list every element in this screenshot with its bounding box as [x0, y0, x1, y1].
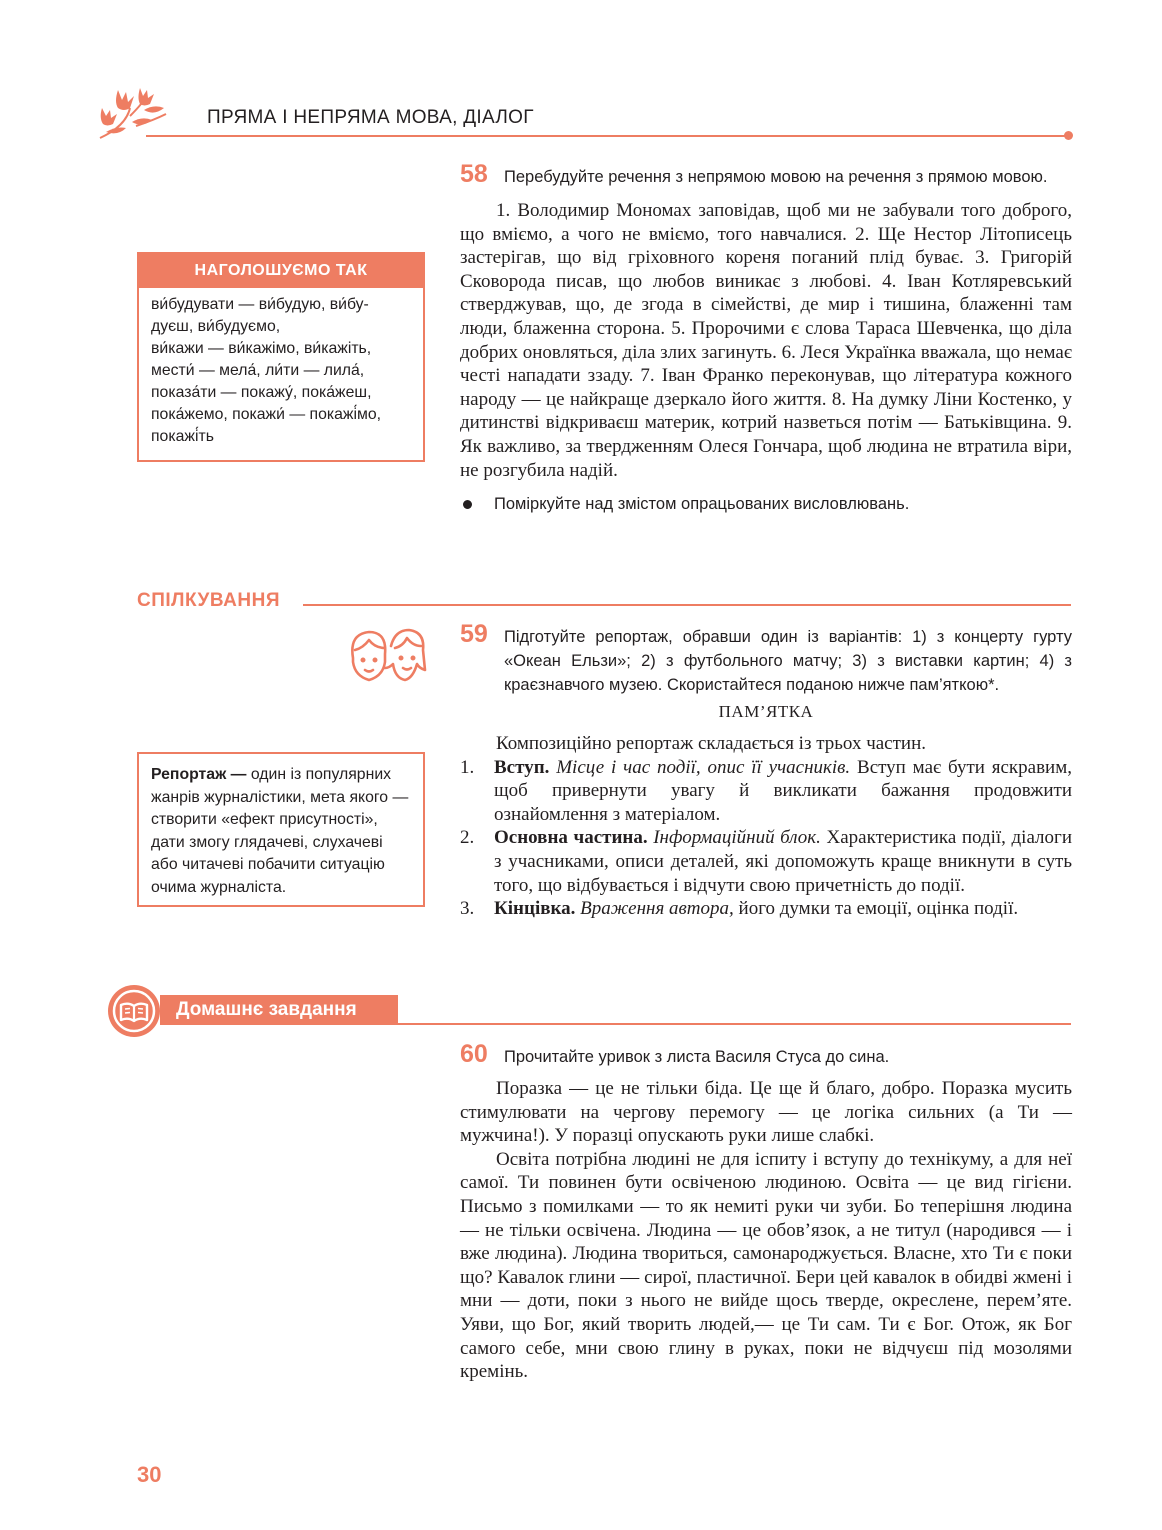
report-definition: один із популярних жанрів журналістики, мета якого — створити «ефект присутності», дати змогу глядачеві, слухачеві або читачеві побачити ситуацію очима журналіста.	[151, 766, 409, 896]
stress-line: ви́кажи — ви́кажімо, ви́кажіть,	[151, 340, 372, 357]
memo-item-text: Вступ має бути яскравим, щоб привернути увагу й викликати бажання продовжити ознайомлення з матеріалом.	[494, 756, 1073, 825]
memo-item-subtitle: Інформаційний блок.	[653, 827, 821, 849]
memo-item	[460, 756, 1072, 827]
stress-line: дуєш, ви́будуємо,	[151, 318, 281, 335]
memo-item-text: Характеристика події, діалоги з учасниками, описи деталей, які допоможуть краще вникнути в суть того, що відбувається і відчути свою причетність до події.	[494, 827, 1073, 896]
exercise-task: Перебудуйте речення з непрямою мовою на речення з прямою мовою.	[504, 168, 1048, 186]
stress-line: показа́ти — покажу́, пока́жеш,	[151, 384, 372, 401]
memo-item-subtitle: Місце і час події, опис її учасників.	[556, 756, 851, 778]
memo-item	[460, 826, 1072, 897]
memo-item-number: 1.	[460, 756, 475, 778]
exercise-59	[460, 620, 1072, 697]
exercise-58	[460, 160, 1072, 516]
bullet-icon	[463, 500, 472, 509]
memo-item-heading: Кінцівка.	[494, 898, 576, 920]
page-header-title: ПРЯМА І НЕПРЯМА МОВА, ДІАЛОГ	[207, 107, 534, 128]
exercise-bullet-task: Поміркуйте над змістом опрацьованих висловлювань.	[494, 495, 910, 514]
section-title-communication: СПІЛКУВАННЯ	[137, 590, 280, 611]
exercise-number: 58	[460, 160, 488, 188]
stress-line: покажі́ть	[151, 428, 214, 445]
header-divider	[146, 135, 1068, 137]
memo-item-number: 3.	[460, 898, 475, 920]
letter-paragraph: Поразка — це не тільки біда. Це ще й благо, добро. Поразка мусить стимулювати на чергову перемогу — це логіка сильних (а Ти — мужчина!). У поразці опускають руки лише слабкі.	[460, 1078, 1072, 1147]
dialogue-faces-icon	[343, 624, 429, 686]
homework-title: Домашнє завдання	[160, 995, 398, 1025]
book-icon	[106, 983, 162, 1039]
memo-item-subtitle: Враження автора,	[580, 898, 734, 920]
homework-divider	[398, 1023, 1071, 1025]
stress-box-title: НАГОЛОШУЄМО ТАК	[139, 254, 423, 288]
stress-box	[137, 252, 425, 462]
memo-item	[460, 897, 1072, 921]
exercise-60	[460, 1040, 1072, 1384]
letter-paragraph: Освіта потрібна людині не для іспиту і вступу до технікуму, а для неї самої. Ти повинен бути освіченою людиною. Освіта — це вид гігієни. Письмо з помилками — то як немиті руки чи зуби. Бо теперішня людина — не тільки освічена. Людина — це обов’язок, а не титул (народився — і вже людина). Людина твориться, самонароджується. Власне, хто Ти є поки що? Кавалок глини — сирої, пластичної. Бери цей кавалок в обидві жмені і мни — доти, поки з нього не вийде щось тверде, окреслене, перем’яте. Уяви, що Бог, який творить людей,— це Ти сам. Ти є Бог. Отож, як Бог самого себе, мни свою глину в руках, поки не відчуєш під мозолями кремінь.	[460, 1148, 1072, 1383]
page-number: 30	[137, 1462, 162, 1487]
report-term: Репортаж —	[151, 766, 247, 783]
stress-line: мести́ — мела́, ли́ти — лила́,	[151, 362, 365, 379]
memo-item-heading: Основна частина.	[494, 827, 648, 849]
exercise-number: 60	[460, 1040, 488, 1068]
memo-item-heading: Вступ.	[494, 756, 550, 778]
memo-title: ПАМ’ЯТКА	[718, 702, 814, 721]
exercise-task: Підготуйте репортаж, обравши один із варіантів: 1) з концерту гурту «Океан Ельзи»; 2) з футбольного матчу; 3) з виставки картин; 4) з краєзнавчого музею. Скористайтеся поданою нижче пам’яткою*.	[504, 628, 1072, 694]
memo-intro: Композиційно репортаж складається із трьох частин.	[496, 733, 927, 754]
stress-line: пока́жемо, покажи́ — покажі́мо,	[151, 406, 382, 423]
exercise-number: 59	[460, 620, 488, 648]
header-dot	[1064, 131, 1073, 140]
report-definition-box	[137, 752, 425, 907]
memo	[460, 732, 1072, 921]
stress-line: ви́будувати — ви́будую, ви́бу-	[151, 296, 369, 313]
exercise-task: Прочитайте уривок з листа Василя Стуса до сина.	[504, 1048, 890, 1066]
exercise-text: 1. Володимир Мономах заповідав, щоб ми не забували того доброго, що вміємо, а чого не вміємо, того навчалися. 2. Ще Нестор Літописець застерігав, що від гріховного кореня поганий плід буває. 3. Григорій Сковорода писав, що любов виникає з любові. 4. Іван Котляревський стверджував, що, де згода в сімействі, де мир і тишина, блаженні там люди, блаженна сторона. 5. Пророчими є слова Тараса Шевченка, що діла добрих оновляться, діла злих загинуть. 6. Леся Українка вважала, що немає честі нападати ззаду. 7. Іван Франко переконував, що література кожного народу — це найкраще дзеркало його життя. 8. На думку Ліни Костенко, у дитинстві відкриваєш материк, котрий назветься потім — Батьківщина. 9. Як важливо, за твердженням Олеся Гончара, щоб людина не втратила віри, не розгубила надій.	[460, 200, 1072, 481]
section-divider	[303, 604, 1071, 606]
memo-item-text: його думки та емоції, оцінка події.	[738, 898, 1019, 920]
memo-item-number: 2.	[460, 827, 475, 849]
